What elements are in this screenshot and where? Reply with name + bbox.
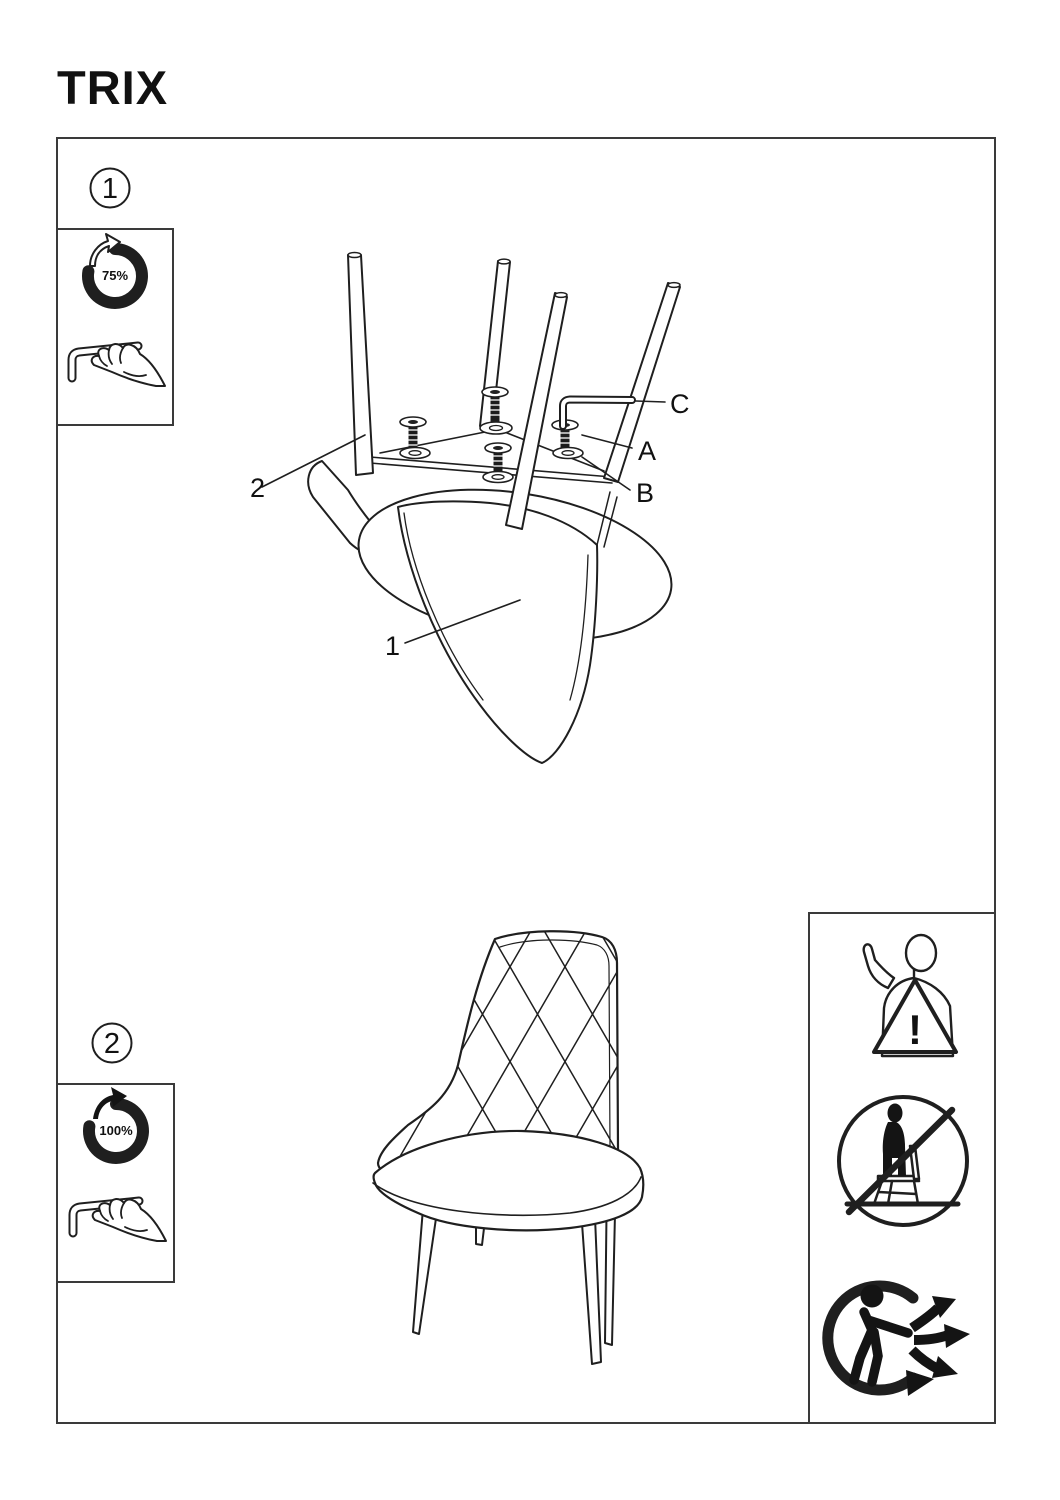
exclamation-mark: !: [908, 1006, 922, 1053]
exploded-chair-diagram: [230, 245, 750, 795]
label-leg: 2: [250, 473, 266, 503]
label-bolt: A: [638, 436, 657, 466]
step-2-marker: [90, 1021, 134, 1065]
label-seat-shell: 1: [385, 631, 401, 661]
label-washer: B: [636, 478, 655, 508]
rotate-arrow-icon: [71, 1085, 161, 1175]
step-2-tool-panel: [56, 1083, 175, 1283]
allen-key-hand-icon: [60, 320, 170, 392]
step-1-marker: [88, 166, 132, 210]
torque-label: 100%: [98, 1123, 133, 1138]
step-2-number: 2: [103, 1028, 121, 1060]
warning-panel: [808, 912, 996, 1424]
rotate-arrow-icon: [70, 230, 160, 320]
adult-assembly-warning-icon: [826, 928, 978, 1064]
assembled-chair-diagram: [350, 925, 670, 1400]
torque-label: 75%: [101, 268, 129, 283]
triman-recycling-icon: [820, 1272, 984, 1412]
allen-key-hand-icon: [61, 1175, 171, 1247]
label-allen-key: C: [670, 389, 690, 419]
no-standing-on-chair-icon: [822, 1086, 982, 1246]
step-1-tool-panel: [56, 228, 174, 426]
step-1-number: 1: [101, 173, 119, 205]
page-title: TRIX: [57, 61, 169, 114]
chair-legs: [348, 253, 680, 530]
